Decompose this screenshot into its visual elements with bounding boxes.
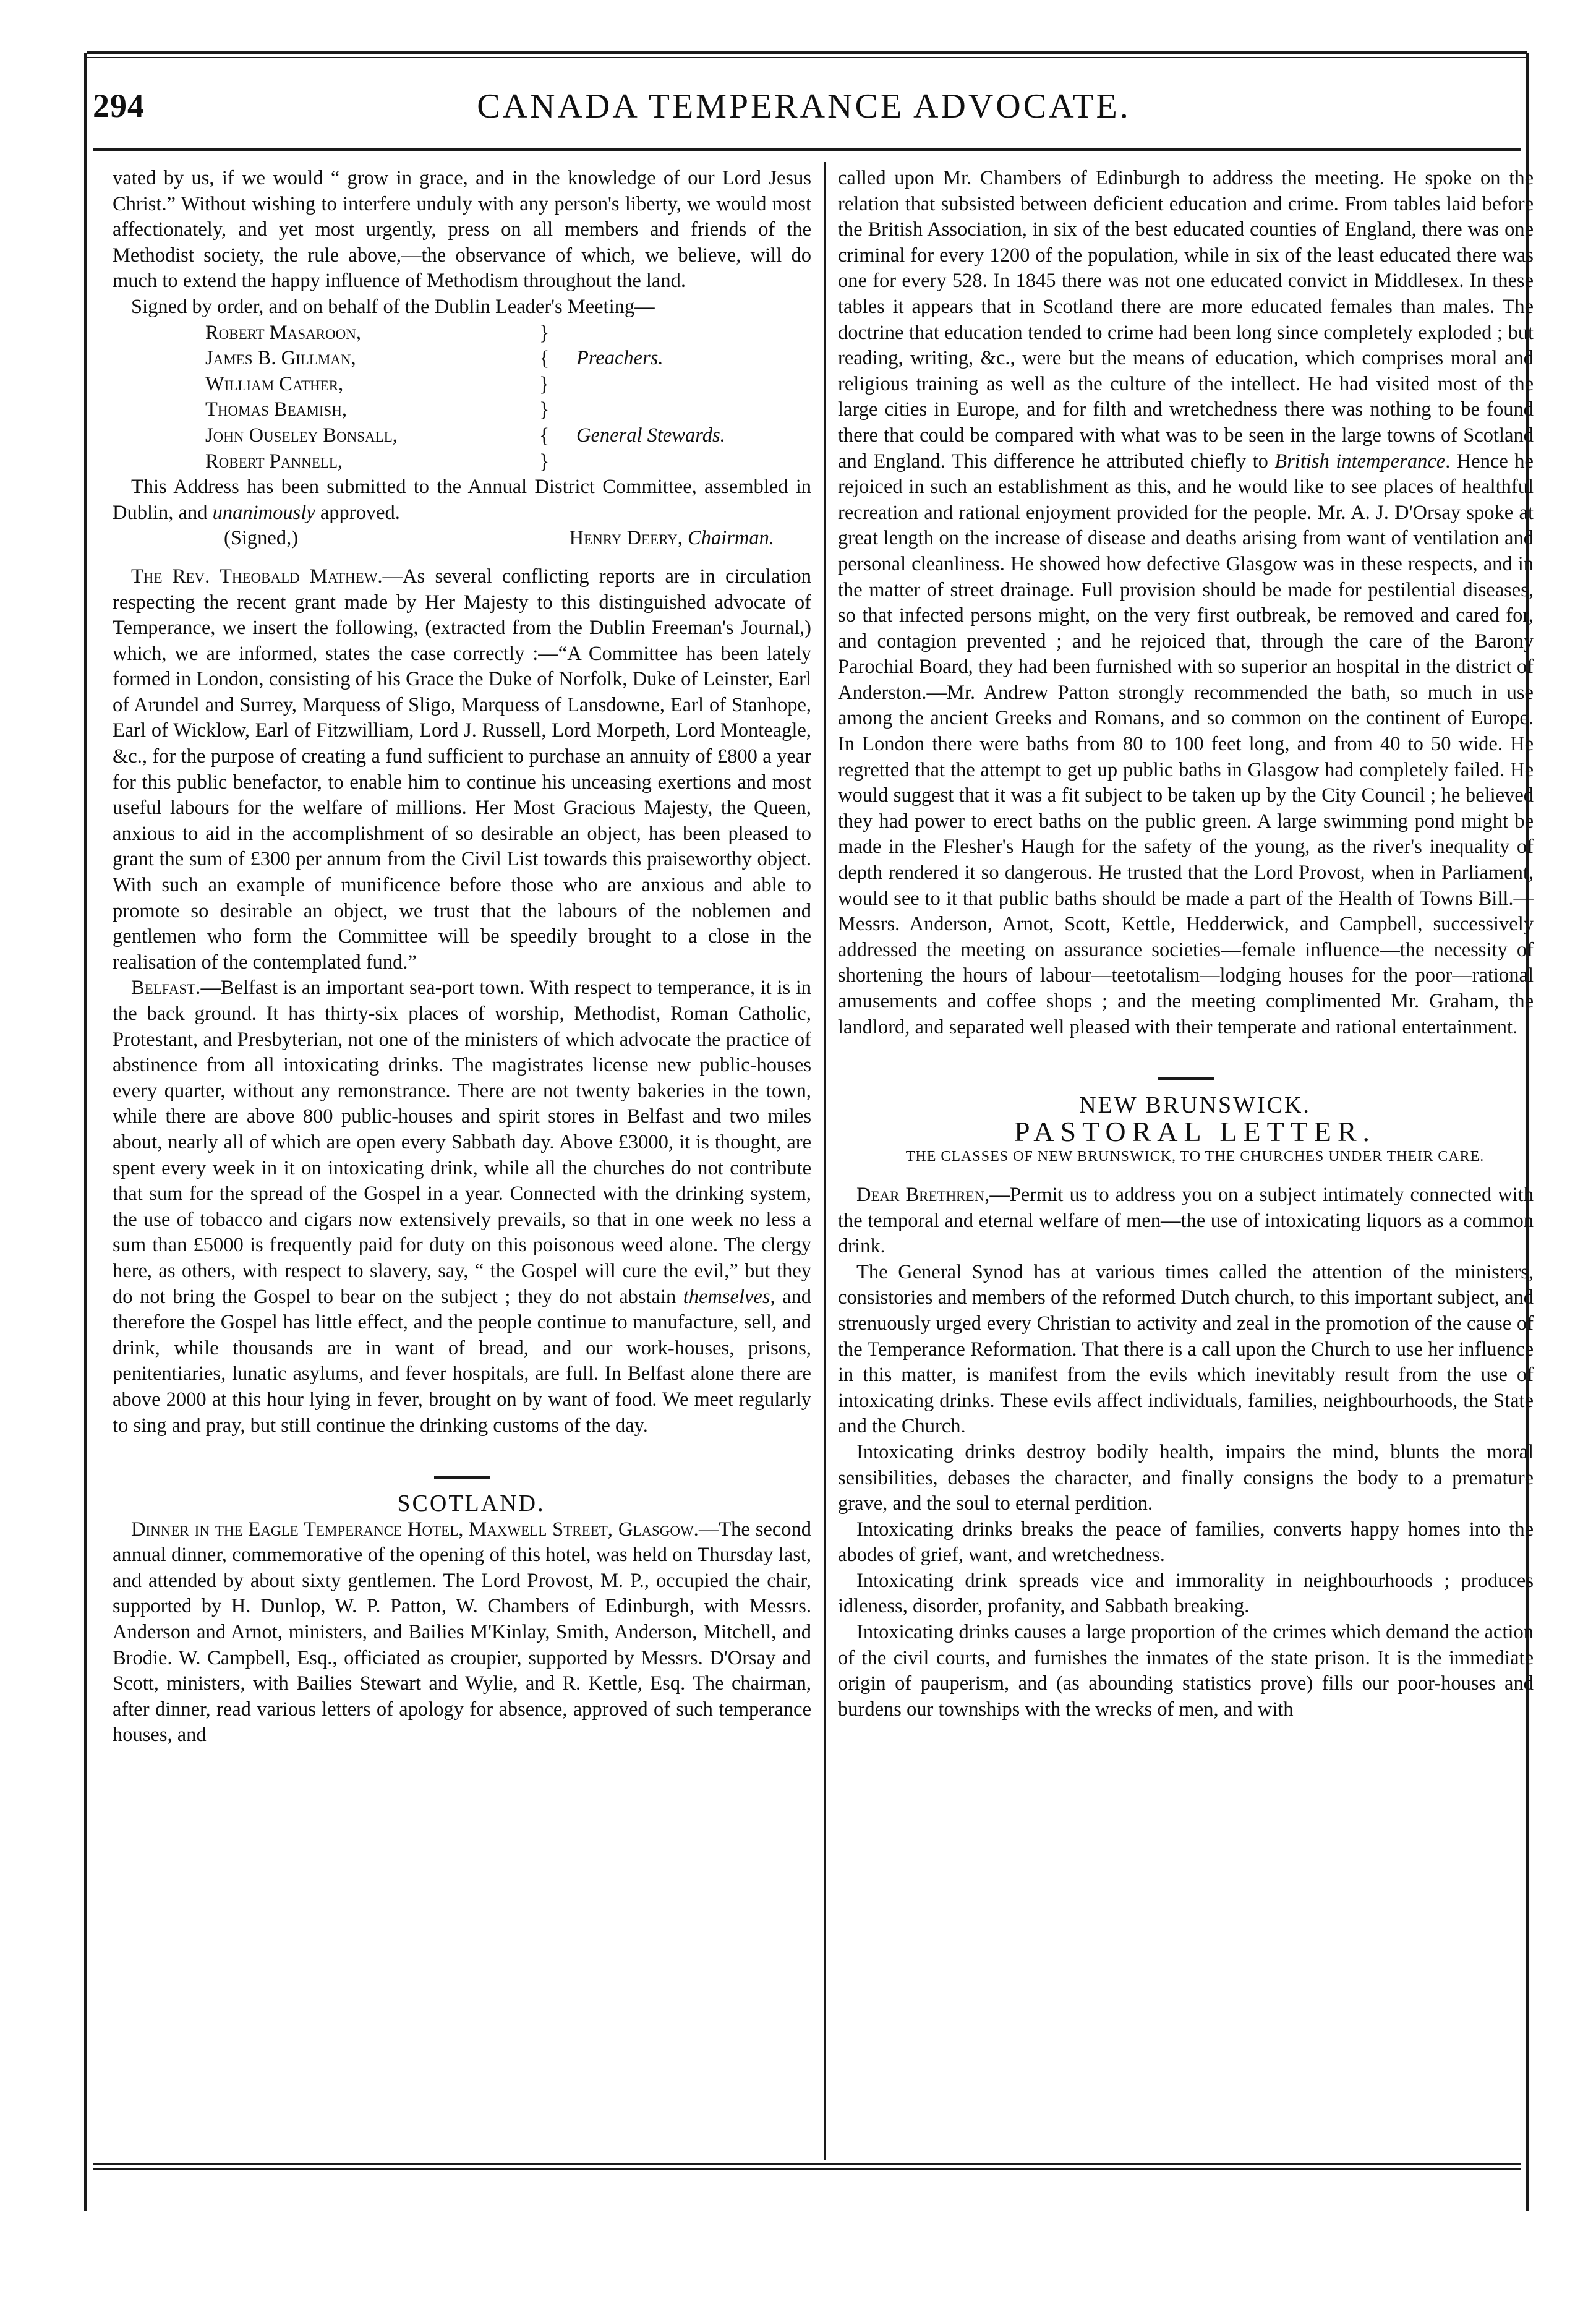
brace-glyph: } [539,398,550,422]
signatory-name: Robert Pannell, [205,450,343,473]
signed-by-order-paragraph: Signed by order, and on behalf of the Dublin Leader's Meeting— [131,295,655,318]
brace-glyph: } [539,372,550,396]
approval-text-end: approved. [315,501,400,524]
mathew-heading: The Rev. Theobald Mathew. [131,565,383,588]
chairman-signature-line [113,526,811,552]
approval-text: This Address has been submitted to the Annual District Committee, assembled in Dublin, and [113,476,811,524]
signatory-name: John Ouseley Bonsall, [205,424,398,447]
page-number: 294 [93,87,145,124]
signed-label: (Signed,) [224,527,299,550]
header-rule [93,148,1521,151]
brace-glyph: { [539,347,550,370]
dear-brethren-paragraph [838,1183,1534,1260]
signatory-row [205,423,811,449]
brace-glyph: } [539,321,550,344]
signatory-row [205,320,811,346]
left-column [113,166,811,1748]
spacer [838,1080,1534,1093]
spreads-vice-paragraph: Intoxicating drink spreads vice and immorality in neighbourhoods ; produces idleness, disorder, profanity, and Sabbath breaking. [838,1569,1534,1618]
spacer [113,552,811,564]
brace-glyph: { [539,424,550,447]
bottom-rule-thin [93,2168,1521,2170]
committee-approval-paragraph [113,474,811,526]
pastoral-letter-heading: PASTORAL LETTER. [1014,1115,1376,1147]
dinner-heading: Dinner in the Eagle Temperance Hotel, Maxwell Street, Glasgow. [131,1518,699,1541]
signatory-role: Preachers. [576,347,664,370]
chambers-paragraph [838,166,1534,1040]
spacer [838,1170,1534,1183]
chairman-signature [570,526,774,552]
letter-addressee: THE CLASSES OF NEW BRUNSWICK, TO THE CHURCHES UNDER THEIR CARE. [905,1148,1485,1165]
running-head: CANADA TEMPERANCE ADVOCATE. [477,87,1131,126]
chambers-emphasis: British intemperance [1274,450,1446,473]
belfast-body: —Belfast is an important sea-port town. With respect to temperance, it is in the back ground. It has thirty-six places of worship, Methodist, Roman Catholic, Protestant, and Presbyterian, not one of the ministers of which advocate the practice of abstinence from all intoxicating drinks. The magistrates license new public-houses every quarter, without any remonstrance. There are not twenty bakeries in the town, while there are above 800 public-houses and spirit stores in Belfast and two miles about, nearly all of which are open every Sabbath day. Above £3000, it is thought, are spent every week in it on intoxicating drink, while all the churches do not contribute that sum for the spread of the Gospel in a year. Connected with the drinking system, the use of tobacco and cigars now extensively prevails, so that in one week no less a sum than £5000 is frequently paid for duty on this poisonous weed alone. The clergy here, as others, with respect to slavery, say, “ the Gospel will cure the evil,” but they do not bring the Gospel to bear on the subject ; they do not abstain [113,977,811,1308]
column-divider [824,162,826,2160]
signatory-name: William Cather, [205,372,344,395]
signatory-name: James B. Gillman, [205,347,356,370]
signatory-row [205,449,811,475]
chairman-title: Chairman. [688,527,774,550]
bottom-rule [93,2163,1521,2165]
spacer [838,1040,1534,1077]
synod-paragraph: The General Synod has at various times called the attention of the ministers, consistories and members of the reformed Dutch church, to this important subject, and strenuously urged every Christian to activity and zeal in the promotion of the cause of the Temperance Reformation. That there is a call upon the Church to use her influence in this matter, is manifest from the evils which inevitably result from the use of intoxicating drinks. These evils affect individuals, families, neighbourhoods, the State and the Church. [838,1260,1534,1438]
glasgow-dinner-paragraph [113,1517,811,1748]
salutation: Dear Brethren, [856,1183,990,1206]
belfast-emphasis: themselves [683,1285,770,1308]
dinner-body: —The second annual dinner, commemorative of the opening of this hotel, was held on Thursday last, and attended by about sixty gentlemen. The Lord Provost, M. P., occupied the chair, supported by H. Dunlop, W. P. Patton, W. Chambers of Edinburgh, with Messrs. Anderson and Arnot, ministers, and Bailies M'Kinlay, Smith, Anderson, Mitchell, and Brodie. W. Campbell, Esq., officiated as croupier, supported by Messrs. D'Orsay and Scott, ministers, with Bailies Stewart and Wylie, and R. Kettle, Esq. The chairman, after dinner, read various letters of apology for absence, approved of such temperance houses, and [113,1518,812,1747]
top-border-rule-thin [87,57,1527,58]
signatory-name: Robert Masaroon, [205,321,362,344]
signatory-name: Thomas Beamish, [205,398,348,421]
signatory-row [205,397,811,423]
belfast-heading: Belfast. [131,977,201,999]
signatory-row [205,346,811,372]
new-brunswick-heading: NEW BRUNSWICK. [1079,1092,1311,1119]
destroy-health-paragraph: Intoxicating drinks destroy bodily health, impairs the mind, blunts the moral sensibilities, debases the character, and finally consigns the body to a premature grave, and the soul to eternal perdition. [838,1440,1534,1515]
signatory-role: General Stewards. [576,424,725,447]
belfast-body-end: , and therefore the Gospel has little effect, and the people continue to manufacture, sell, and drink, while thousands are in want of bread, and our work-houses, prisons, penitentiaries, lunatic asylums, and fever hospitals, are full. In Belfast alone there are above 2000 at this hour lying in fever, brought on by want of food. We meet regularly to sing and pray, but still continue the drinking customs of the day. [113,1285,811,1437]
spacer [113,1479,811,1491]
salutation-body: —Permit us to address you on a subject intimately connected with the temporal and eternal welfare of men—the use of intoxicating liquors as a common drink. [838,1183,1534,1258]
chairman-name: Henry Deery, [569,527,683,550]
mathew-body: —As several conflicting reports are in circulation respecting the recent grant made by Her Majesty to this distinguished advocate of Temperance, we insert the following, (extracted from the Dublin Freeman's Journal,) which, we are informed, states the case correctly :—“A Committee has been lately formed in London, consisting of his Grace the Duke of Norfolk, Duke of Leinster, Earl of Arundel and Surrey, Marquess of Sligo, Marquess of Lansdowne, Earl of Stanhope, Earl of Wicklow, Earl of Fitzwilliam, Lord J. Russell, Lord Morpeth, Lord Monteagle, &c., for the purpose of creating a fund sufficient to purchase an annuity of £800 a year for this public benefactor, to enable him to continue his unceasing exertions and most useful labours for the welfare of millions. Her Most Gracious Majesty, the Queen, anxious to aid in the accomplishment of so desirable an object, has been pleased to grant the sum of £300 per annum from the Civil List towards this praiseworthy object. With such an example of munificence before those who are anxious and able to promote so desirable an object, we trust that the labours of the noblemen and gentlemen who form the Committee will be speedily brought to a close in the realisation of the contemplated fund.” [113,565,811,973]
chambers-body: called upon Mr. Chambers of Edinburgh to address the meeting. He spoke on the relation that subsisted between deficient education and crime. From tables laid before the British Association, in six of the best educated counties of England, there was one criminal for every 1200 of the population, while in six of the least educated there was one for every 528. In 1845 there was not one educated convict in Middlesex. In these tables it appears that in Scotland there are more educated females than males. The doctrine that education tended to crime had been long since completely exploded ; but reading, writing, &c., were but the means of education, which comprises moral and religious training as well as the culture of the intellect. He had visited most of the large cities in Europe, and for filth and wretchedness there was nothing to be found there that could be compared with what was to be seen in the large towns of Scotland and England. This difference he attributed chiefly to [838,167,1534,473]
spacer [113,1439,811,1476]
signatory-row [205,372,811,398]
causes-crimes-paragraph: Intoxicating drinks causes a large proportion of the crimes which demand the action of the civil courts, and furnishes the inmates of the state prison. It is the immediate origin of pauperism, and (as abounding statistics prove) fills our poor-houses and burdens our townships with the wrecks of men, and with [838,1621,1534,1721]
approval-emphasis: unanimously [212,501,315,524]
belfast-paragraph [113,975,811,1439]
methodist-address-paragraph: vated by us, if we would “ grow in grace, and in the knowledge of our Lord Jesus Christ.” Without wishing to interfere unduly with any person's liberty, we would most affectionately, and yet most urgently, press on all members and friends of the Methodist society, the rule above,—the observance of which, we believe, will do much to extend the happy influence of Methodism throughout the land. [113,167,811,293]
brace-glyph: } [539,450,550,473]
right-column [838,166,1534,1722]
left-frame-line [84,53,87,2211]
signatories-list [205,320,811,475]
top-border-rule [87,51,1527,54]
page-header [93,87,1515,136]
breaks-peace-paragraph: Intoxicating drinks breaks the peace of families, converts happy homes into the abodes of grief, want, and wretchedness. [838,1518,1534,1567]
mathew-paragraph [113,564,811,976]
chambers-body-end: . Hence he rejoiced in such an establishment as this, and he would like to see places of healthful recreation and rational enjoyment provided for the people. Mr. A. J. D'Orsay spoke at great length on the increase of disease and deaths arising from want of ventilation and personal cleanliness. He showed how defective Glasgow was in these respects, and in the matter of street drainage. Full provision should be made for pestilential diseases, so that infected persons might, on the very first outbreak, be removed and cared for, and contagion prevented ; and he rejoiced that, through the care of the Barony Parochial Board, they had been furnished with so superior an hospital in the district of Anderston.—Mr. Andrew Patton strongly recommended the bath, so much in use among the ancient Greeks and Romans, and so common on the continent of Europe. In London there were baths from 80 to 100 feet long, and from 40 to 50 wide. He regretted that the attempt to get up public baths in Glasgow had completely failed. He would suggest that it was a fit subject to be taken up by the City Council ; he believed they had power to erect baths on the public green. A large swimming pond might be made in the Flesher's Haugh for the safety of the young, as the river's inequality of depth rendered it so dangerous. He trusted that the Lord Provost, when in Parliament, would see to it that public baths should be made a part of the Health of Towns Bill.—Messrs. Anderson, Arnot, Scott, Kettle, Hedderwick, and Campbell, successively addressed the meeting on assurance societies—female influence—the necessity of shortening the hours of labour—teetotalism—lodging houses for the poor—rational amusements and coffee shops ; and the meeting complimented Mr. Graham, the landlord, and separated well pleased with their temperate and rational entertainment. [838,450,1534,1038]
scotland-heading: SCOTLAND. [397,1490,545,1517]
